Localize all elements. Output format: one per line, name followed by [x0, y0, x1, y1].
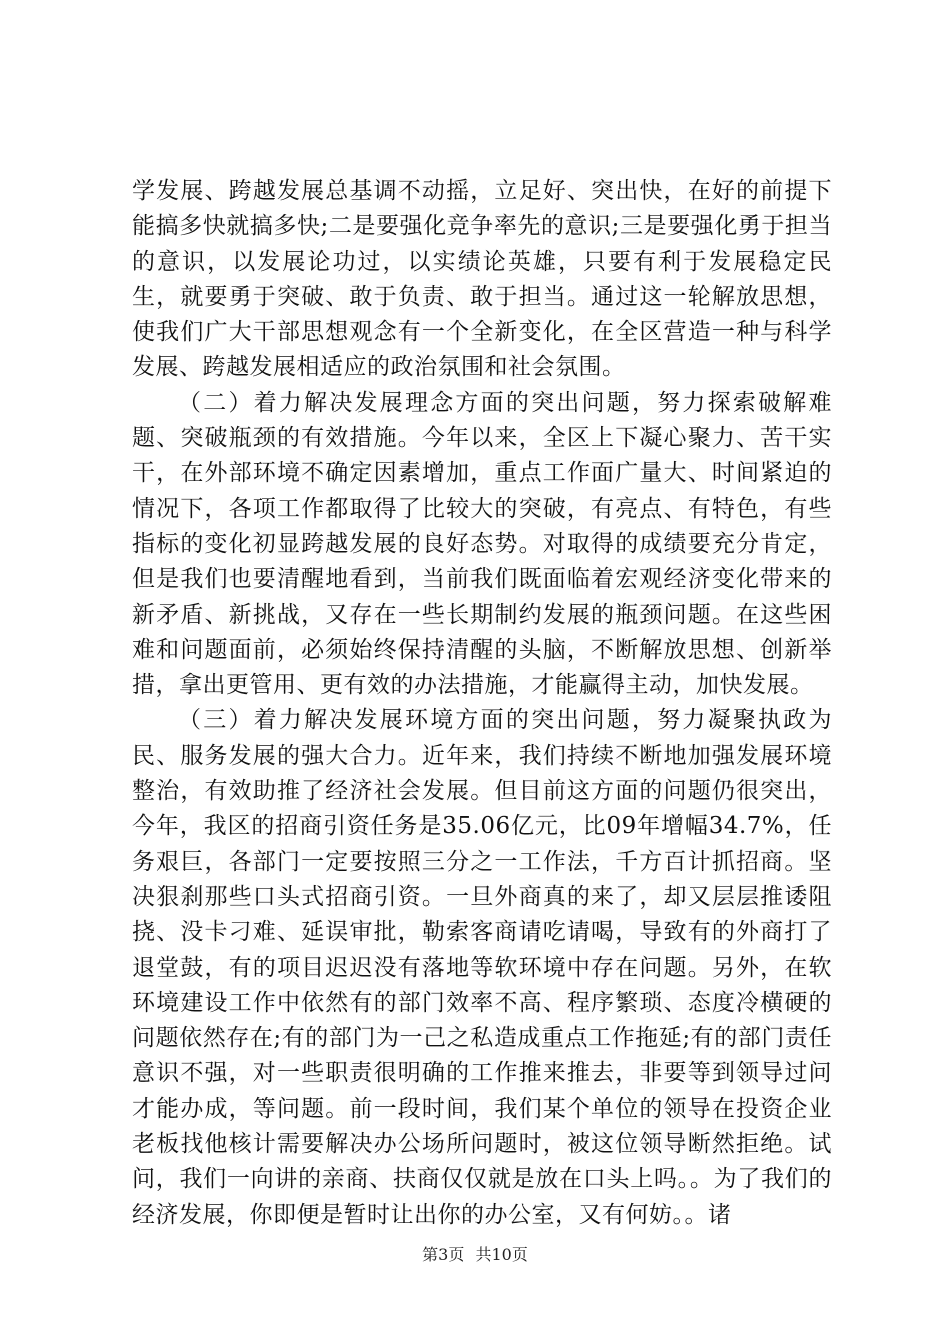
document-body: [132, 174, 832, 1233]
paragraph-continuation: 学发展、跨越发展总基调不动摇，立足好、突出快，在好的前提下能搞多快就搞多快;二是要强化竞争率先的意识;三是要强化勇于担当的意识，以发展论功过，以实绩论英雄，只要有利于发展稳定民生，就要勇于突破、敢于负责、敢于担当。通过这一轮解放思想，使我们广大干部思想观念有一个全新变化，在全区营造一种与科学发展、跨越发展相适应的政治氛围和社会氛围。: [132, 178, 832, 381]
paragraph-section-three: （三）着力解决发展环境方面的突出问题，努力凝聚执政为民、服务发展的强大合力。近年来，我们持续不断地加强发展环境整治，有效助推了经济社会发展。但目前这方面的问题仍很突出，今年，我区的招商引资任务是35.06亿元，比09年增幅34.7%，任务艰巨，各部门一定要按照三分之一工作法，千方百计抓招商。坚决狠刹那些口头式招商引资。一旦外商真的来了，却又层层推诿阻挠、没卡刁难、延误审批，勒索客商请吃请喝，导致有的外商打了退堂鼓，有的项目迟迟没有落地等软环境中存在问题。另外，在软环境建设工作中依然有的部门效率不高、程序繁琐、态度冷横硬的问题依然存在;有的部门为一己之私造成重点工作拖延;有的部门责任意识不强，对一些职责很明确的工作推来推去，非要等到领导过问才能办成，等问题。前一段时间，我们某个单位的领导在投资企业老板找他核计需要解决办公场所问题时，被这位领导断然拒绝。试问，我们一向讲的亲商、扶商仅仅就是放在口头上吗。。为了我们的经济发展，你即便是暂时让出你的办公室，又有何妨。。诸: [132, 707, 832, 1228]
page-number: 第3页: [422, 1245, 465, 1264]
paragraph-section-two: （二）着力解决发展理念方面的突出问题，努力探索破解难题、突破瓶颈的有效措施。今年以来，全区上下凝心聚力、苦干实干，在外部环境不确定因素增加，重点工作面广量大、时间紧迫的情况下，各项工作都取得了比较大的突破，有亮点、有特色，有些指标的变化初显跨越发展的良好态势。对取得的成绩要充分肯定，但是我们也要清醒地看到，当前我们既面临着宏观经济变化带来的新矛盾、新挑战，又存在一些长期制约发展的瓶颈问题。在这些困难和问题面前，必须始终保持清醒的头脑，不断解放思想、创新举措，拿出更管用、更有效的办法措施，才能赢得主动，加快发展。: [132, 389, 832, 699]
page-total: 共10页: [475, 1245, 528, 1264]
page-footer: [0, 1242, 950, 1265]
